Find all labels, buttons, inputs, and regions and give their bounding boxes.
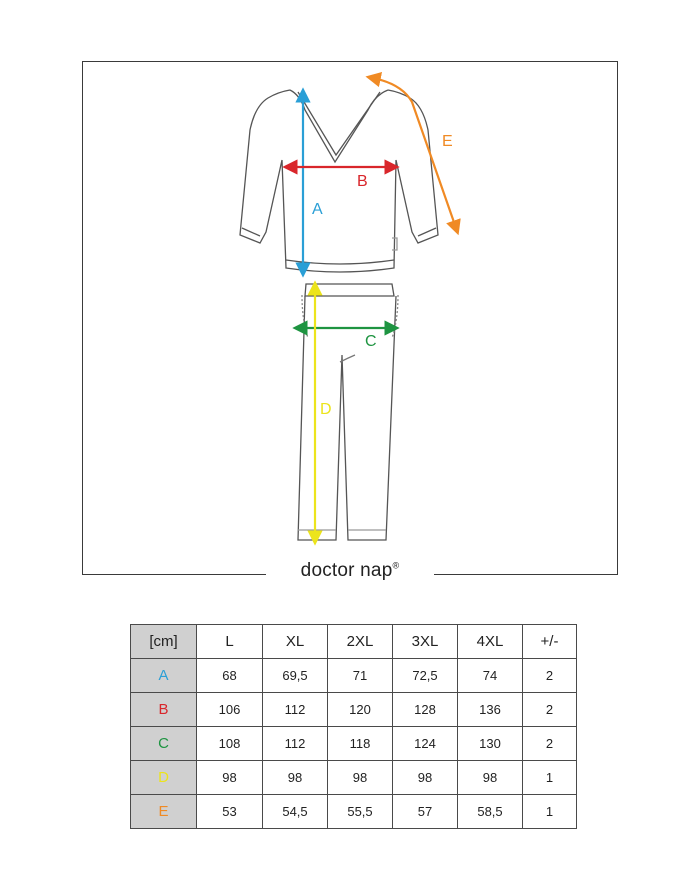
table-column-header: XL: [263, 625, 328, 659]
row-label-a: A: [131, 659, 197, 693]
table-column-header: +/-: [523, 625, 577, 659]
table-cell: 2: [523, 693, 577, 727]
table-cell: 98: [458, 761, 523, 795]
table-cell: 136: [458, 693, 523, 727]
table-cell: 118: [328, 727, 393, 761]
table-cell: 2: [523, 659, 577, 693]
table-row: [131, 693, 577, 727]
table-cell: 128: [393, 693, 458, 727]
table-cell: 72,5: [393, 659, 458, 693]
table-cell: 124: [393, 727, 458, 761]
table-cell: 1: [523, 761, 577, 795]
row-label-d: D: [131, 761, 197, 795]
table-column-header: L: [197, 625, 263, 659]
measure-e-label: E: [442, 133, 453, 150]
measure-a-label: A: [312, 201, 323, 218]
measure-e-arrow: [373, 78, 456, 228]
brand-name: doctor nap: [300, 560, 393, 581]
table-cell: 2: [523, 727, 577, 761]
table-row: [131, 659, 577, 693]
table-cell: 58,5: [458, 795, 523, 829]
table-row: [131, 795, 577, 829]
table-column-header: 2XL: [328, 625, 393, 659]
measure-c-label: C: [365, 333, 377, 350]
table-cell: 54,5: [263, 795, 328, 829]
table-cell: 106: [197, 693, 263, 727]
table-row: [131, 761, 577, 795]
pajama-top-drawing: [240, 90, 438, 272]
registered-mark: ®: [392, 560, 400, 571]
table-cell: 69,5: [263, 659, 328, 693]
table-header-row: [131, 625, 577, 659]
row-label-c: C: [131, 727, 197, 761]
table-cell: 98: [197, 761, 263, 795]
row-label-e: E: [131, 795, 197, 829]
table-column-header: 4XL: [458, 625, 523, 659]
table-cell: 108: [197, 727, 263, 761]
table-cell: 1: [523, 795, 577, 829]
table-cell: 98: [393, 761, 458, 795]
measure-d-label: D: [320, 401, 332, 418]
table-cell: 98: [328, 761, 393, 795]
measure-b-label: B: [357, 173, 368, 190]
table-row: [131, 727, 577, 761]
table-cell: 112: [263, 727, 328, 761]
table-cell: 53: [197, 795, 263, 829]
table-cell: 74: [458, 659, 523, 693]
table-cell: 57: [393, 795, 458, 829]
pajama-trousers-drawing: [298, 284, 398, 540]
table-cell: 112: [263, 693, 328, 727]
table-cell: 120: [328, 693, 393, 727]
row-label-b: B: [131, 693, 197, 727]
table-cell: 130: [458, 727, 523, 761]
size-table: [130, 624, 577, 829]
table-unit-cell: [cm]: [131, 625, 197, 659]
table-cell: 71: [328, 659, 393, 693]
table-column-header: 3XL: [393, 625, 458, 659]
table-cell: 98: [263, 761, 328, 795]
table-cell: 68: [197, 659, 263, 693]
table-cell: 55,5: [328, 795, 393, 829]
